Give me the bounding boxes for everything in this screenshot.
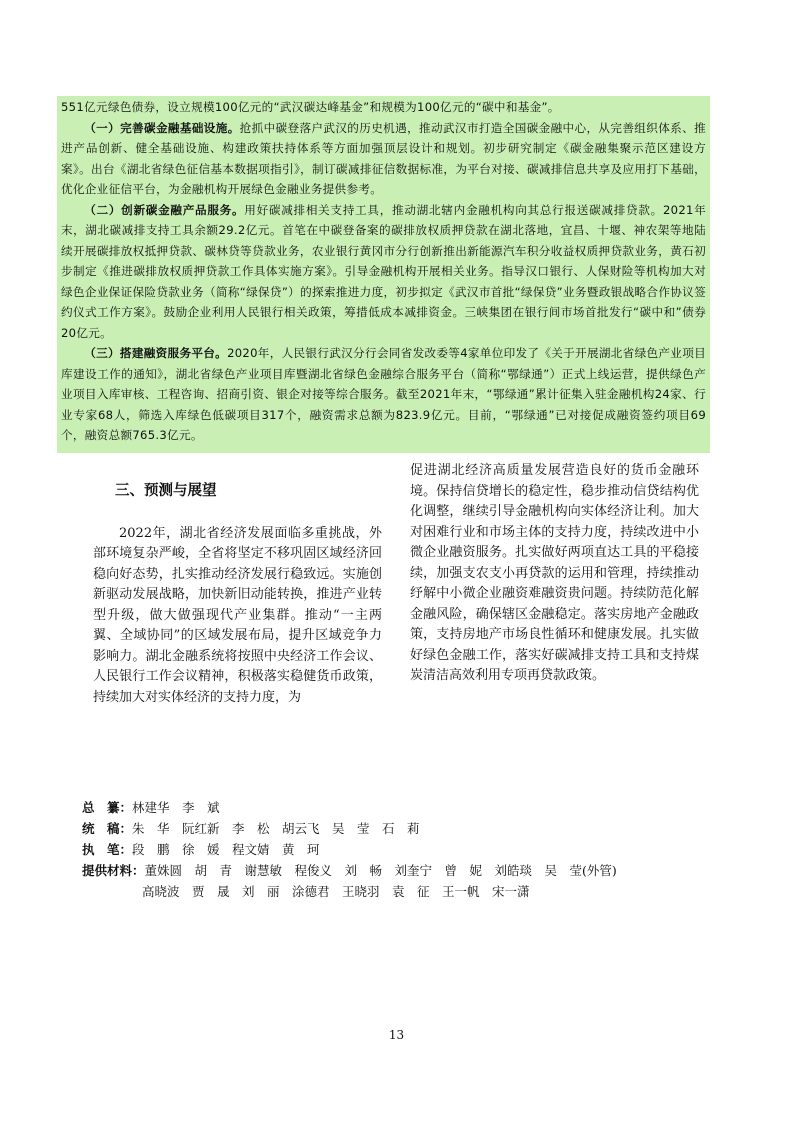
coord-names: 朱 华 阮红新 李 松 胡云飞 吴 莹 石 莉 xyxy=(132,821,420,836)
green-box-line1: 551亿元绿色债券，设立规模100亿元的“武汉碳达峰基金”和规模为100亿元的“碳中和基金”。 xyxy=(61,100,560,114)
paragraph-3-lead: （三）搭建融资服务平台。 xyxy=(84,346,228,360)
coord-label: 统 稿： xyxy=(82,821,133,836)
writer-names: 段 鹏 徐 媛 程文婧 黄 珂 xyxy=(132,842,320,857)
green-highlight-box xyxy=(57,96,710,453)
writer-label: 执 笔： xyxy=(82,842,133,857)
credits-writer-row xyxy=(82,839,722,860)
credits-coord-row xyxy=(82,818,722,839)
left-column xyxy=(93,462,382,708)
credits-provider-row xyxy=(82,860,722,881)
green-box-paragraph-2 xyxy=(61,200,706,344)
green-box-paragraph-3 xyxy=(61,343,706,446)
right-column xyxy=(410,461,699,687)
left-column-text: 2022年，湖北省经济发展面临多重挑战，外部环境复杂严峻，全省将坚定不移巩固区域经济回稳向好态势，扎实推动经济发展行稳致远。实施创新驱动发展战略，加快新旧动能转换，推进产业转型升级，做大做强现代产业集群。推动“一主两翼、全域协同”的区域发展布局，提升区域竞争力影响力。湖北金融系统将按照中央经济工作会议、人民银行工作会议精神，积极落实稳健货币政策，持续加大对实体经济的支持力度，为 xyxy=(93,525,382,705)
credits-chief-row xyxy=(82,797,722,818)
right-column-text: 促进湖北经济高质量发展营造良好的货币金融环境。保持信贷增长的稳定性，稳步推动信贷结构优化调整，继续引导金融机构向实体经济让利。加大对困难行业和市场主体的支持力度，持续改进中小微企业融资服务。扎实做好两项直达工具的平稳接续，加强支农支小再贷款的运用和管理，持续推动纾解中小微企业融资难融资贵问题。持续防范化解金融风险，确保辖区金融稳定。落实房地产金融政策，支持房地产市场良性循环和健康发展。扎实做好绿色金融工作，落实好碳减排支持工具和支持煤炭清洁高效利用专项再贷款政策。 xyxy=(410,463,699,683)
paragraph-2-body: 用好碳减排相关支持工具，推动湖北辖内金融机构向其总行报送碳减排贷款。2021年末，湖北碳减排支持工具余额29.2亿元。首笔在中碳登备案的碳排放权质押贷款在湖北落地，宜昌、十堰、神农架等地陆续开展碳排放权抵押贷款、碳林贷等贷款业务，农业银行黄冈市分行创新推出新能源汽车积分收益权质押贷款业务，黄石初步制定《推进碳排放权质押贷款工作具体实施方案》。引导金融机构开展相关业务。指导汉口银行、人保财险等机构加大对绿色企业保证保险贷款业务（简称“绿保贷”）的探索推进力度，初步拟定《武汉市首批“绿保贷”业务暨政银战略合作协议签约仪式工作方案》。鼓励企业利用人民银行相关政策，筹措低成本减排资金。三峡集团在银行间市场首批发行“碳中和”债券20亿元。 xyxy=(61,202,706,340)
paragraph-1-lead: （一）完善碳金融基础设施。 xyxy=(84,120,240,135)
paragraph-2-lead: （二）创新碳金融产品服务。 xyxy=(84,202,245,217)
green-box-paragraph-1 xyxy=(61,118,706,200)
page-number: 13 xyxy=(388,1028,405,1042)
provider-label: 提供材料： xyxy=(82,863,145,878)
paragraph-1-body: 抢抓中碳登落户武汉的历史机遇，推动武汉市打造全国碳金融中心，从完善组织体系、推进产品创新、健全基础设施、构建政策扶持体系等方面加强顶层设计和规划。初步研究制定《碳金融集聚示范区建设方案》。出台《湖北省绿色征信基本数据项指引》，制订碳减排征信数据标准，为平台对接、碳减排信息共享及应用打下基础，优化企业征信平台，为金融机构开展绿色金融业务提供参考。 xyxy=(61,120,706,196)
chief-label: 总 纂： xyxy=(82,800,133,815)
section-title: 三、预测与展望 xyxy=(115,483,217,499)
chief-names: 林建华 李 斌 xyxy=(132,800,220,815)
provider-names-1: 董姝圆 胡 青 谢慧敏 程俊义 刘 畅 刘奎宁 曾 妮 刘皓琰 吴 莹(外管) xyxy=(144,863,617,878)
credits-block xyxy=(82,797,722,902)
provider-names-2: 高晓波 贾 晟 刘 丽 涂德君 王晓羽 袁 征 王一帆 宋一潇 xyxy=(142,884,530,899)
paragraph-3-body: 2020年，人民银行武汉分行会同省发改委等4家单位印发了《关于开展湖北省绿色产业项目库建设工作的通知》，湖北省绿色产业项目库暨湖北省绿色金融综合服务平台（简称“鄂绿通”）正式上线运营，提供绿色产业项目入库审核、工程咨询、招商引资、银企对接等综合服务。截至2021年末，“鄂绿通”累计征集入驻金融机构24家、行业专家68人，筛选入库绿色低碳项目317个，融资需求总额为823.9亿元。目前，“鄂绿通”已对接促成融资签约项目69个，融资总额765.3亿元。 xyxy=(61,346,707,442)
